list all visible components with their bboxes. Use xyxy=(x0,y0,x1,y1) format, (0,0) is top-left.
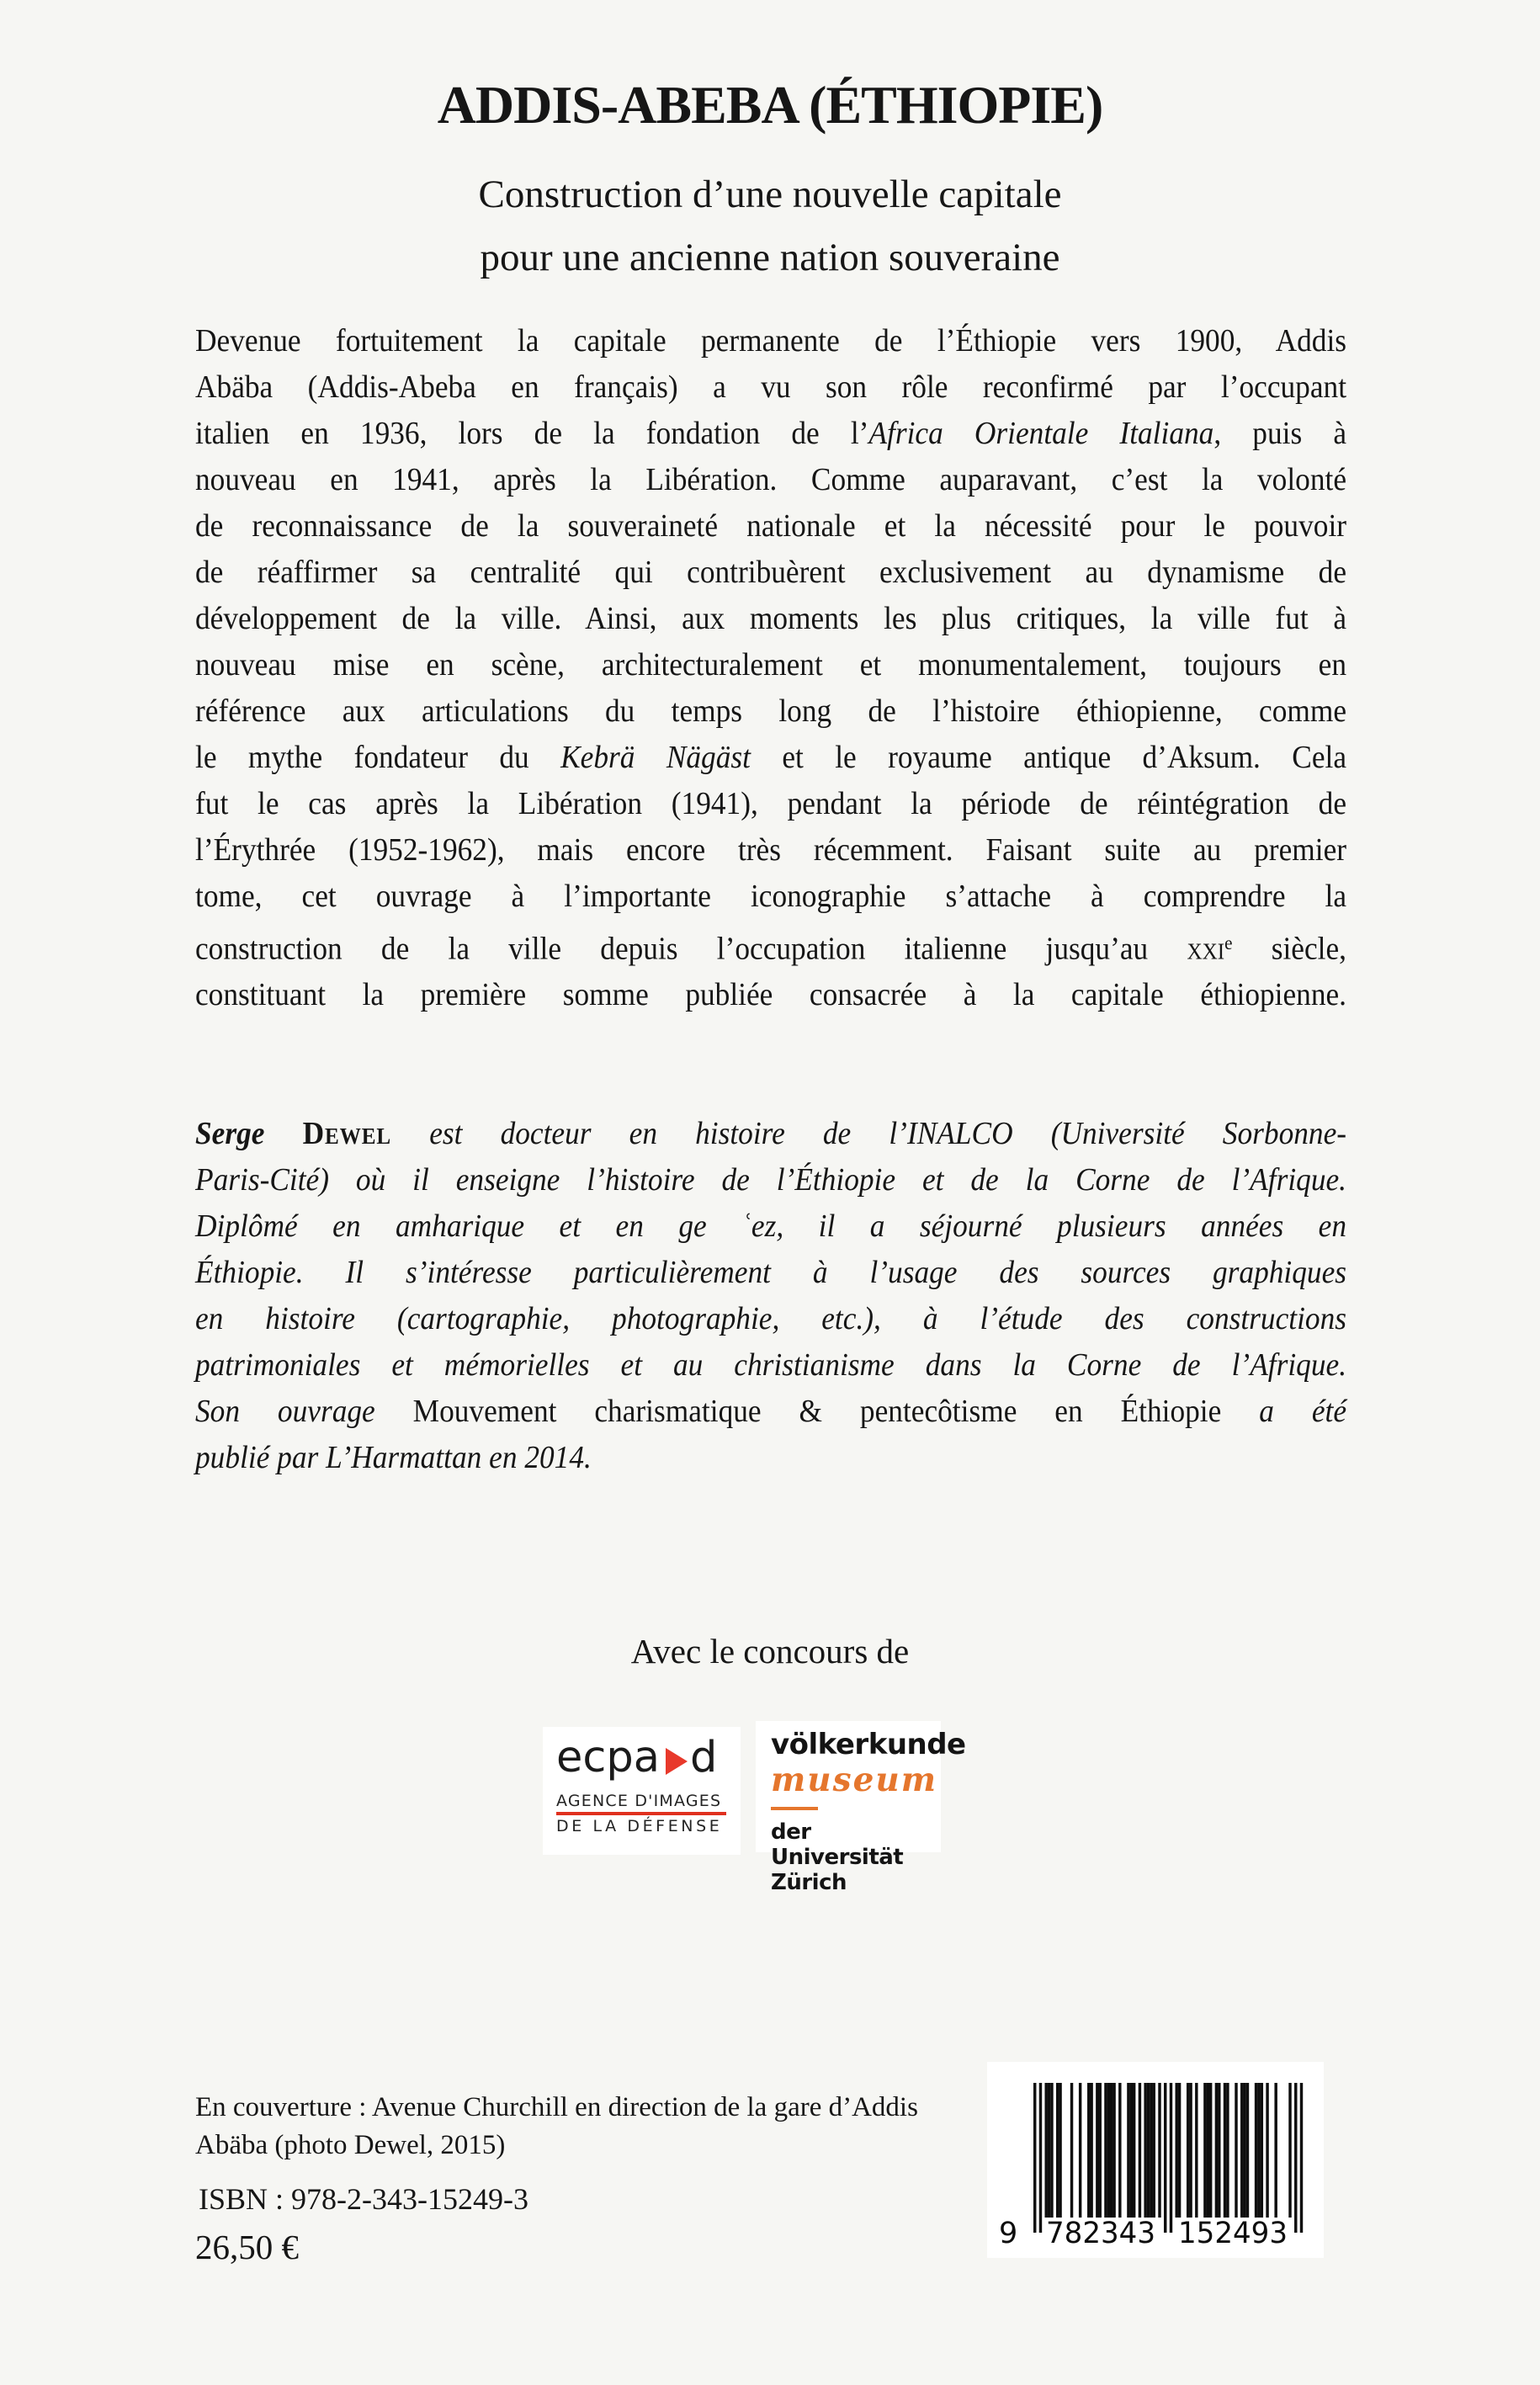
book-subtitle xyxy=(0,163,1540,289)
ecpad-logo xyxy=(543,1727,741,1855)
vkm-orange-rule xyxy=(771,1807,818,1810)
bio-line: Éthiopie. Il s’intéresse particulièrement à l’usage des sources graphiques xyxy=(195,1255,1347,1290)
synopsis-line: l’Érythrée (1952-1962), mais encore très récemment. Faisant suite au premier xyxy=(195,832,1347,868)
synopsis-line: nouveau mise en scène, architecturalement et monumentalement, toujours en xyxy=(195,647,1347,683)
price-text: 26,50 € xyxy=(195,2228,299,2266)
synopsis-line: de reconnaissance de la souveraineté nationale et la nécessité pour le pouvoir xyxy=(195,508,1347,544)
ecpad-name-left: ecpa xyxy=(556,1733,661,1782)
synopsis-line: tome, cet ouvrage à l’importante iconographie s’attache à comprendre la xyxy=(195,879,1347,914)
bio-line: Paris-Cité) où il enseigne l’histoire de l’Éthiopie et de la Corne de l’Afrique. xyxy=(195,1162,1347,1198)
bio-line: Son ouvrage Mouvement charismatique & pentecôtisme en Éthiopie a été xyxy=(195,1394,1347,1429)
svg-text:782343: 782343 xyxy=(1046,2217,1155,2250)
synopsis-line: nouveau en 1941, après la Libération. Comme auparavant, c’est la volonté xyxy=(195,462,1347,497)
caption-line-2: Abäba (photo Dewel, 2015) xyxy=(195,2130,506,2160)
ecpad-play-triangle-icon xyxy=(666,1748,688,1775)
synopsis-line: fut le cas après la Libération (1941), pendant la période de réintégration de xyxy=(195,786,1347,821)
barcode-svg xyxy=(987,2062,1324,2258)
synopsis-line: Devenue fortuitement la capitale permanente de l’Éthiopie vers 1900, Addis xyxy=(195,323,1347,359)
isbn-text: ISBN : 978-2-343-15249-3 xyxy=(199,2182,528,2216)
ecpad-red-rule xyxy=(556,1812,726,1815)
book-title: ADDIS-ABEBA (ÉTHIOPIE) xyxy=(437,75,1103,135)
synopsis-line: développement de la ville. Ainsi, aux moments les plus critiques, la ville fut à xyxy=(195,601,1347,636)
bio-line: en histoire (cartographie, photographie, etc.), à l’étude des constructions xyxy=(195,1301,1347,1336)
sponsors-heading: Avec le concours de xyxy=(630,1632,910,1671)
vkm-logo-line-2: museum xyxy=(771,1761,938,1799)
author-bio-paragraph xyxy=(195,1111,1346,1481)
synopsis-line: référence aux articulations du temps long de l’histoire éthiopienne, comme xyxy=(195,693,1347,729)
bio-line: patrimoniales et mémorielles et au christianisme dans la Corne de l’Afrique. xyxy=(195,1347,1347,1383)
cover-photo-caption xyxy=(195,2089,969,2165)
bio-line: Diplômé en amharique et en ge ʿez, il a séjourné plusieurs années en xyxy=(195,1208,1347,1244)
synopsis-line: le mythe fondateur du Kebrä Nägäst et le royaume antique d’Aksum. Cela xyxy=(195,740,1347,775)
vkm-logo-line-3: der Universität Zürich xyxy=(771,1819,904,1895)
svg-text:9: 9 xyxy=(999,2217,1018,2250)
svg-text:152493: 152493 xyxy=(1178,2217,1288,2250)
bio-line: Serge Dewel est docteur en histoire de l’INALCO (Université Sorbonne- xyxy=(195,1116,1347,1151)
synopsis-line: italien en 1936, lors de la fondation de l’Africa Orientale Italiana, puis à xyxy=(195,416,1347,451)
barcode xyxy=(987,2062,1324,2258)
bio-line: publié par L’Harmattan en 2014. xyxy=(195,1440,592,1475)
ecpad-tagline-1: AGENCE D'IMAGES xyxy=(556,1792,722,1810)
subtitle-line-1: Construction d’une nouvelle capitale xyxy=(478,173,1062,216)
vkm-logo-line-1: völkerkunde xyxy=(771,1728,966,1761)
ecpad-tagline-2: DE LA DÉFENSE xyxy=(556,1817,723,1835)
subtitle-line-2: pour une ancienne nation souveraine xyxy=(480,236,1060,279)
voelkerkundemuseum-logo xyxy=(756,1721,966,1895)
synopsis-line: constituant la première somme publiée consacrée à la capitale éthiopienne. xyxy=(195,977,1347,1013)
ecpad-name-right: d xyxy=(690,1733,718,1782)
ecpad-logo-name xyxy=(556,1732,727,1784)
synopsis-line: construction de la ville depuis l’occupation italienne jusqu’au xxi$^e$ siècle, xyxy=(195,931,1347,967)
synopsis-line: Abäba (Addis-Abeba en français) a vu son rôle reconfirmé par l’occupant xyxy=(195,369,1347,405)
caption-line-1: En couverture : Avenue Churchill en direction de la gare d’Addis xyxy=(195,2092,918,2122)
synopsis-line: de réaffirmer sa centralité qui contribuèrent exclusivement au dynamisme de xyxy=(195,555,1347,590)
synopsis-paragraph xyxy=(195,318,1346,1018)
